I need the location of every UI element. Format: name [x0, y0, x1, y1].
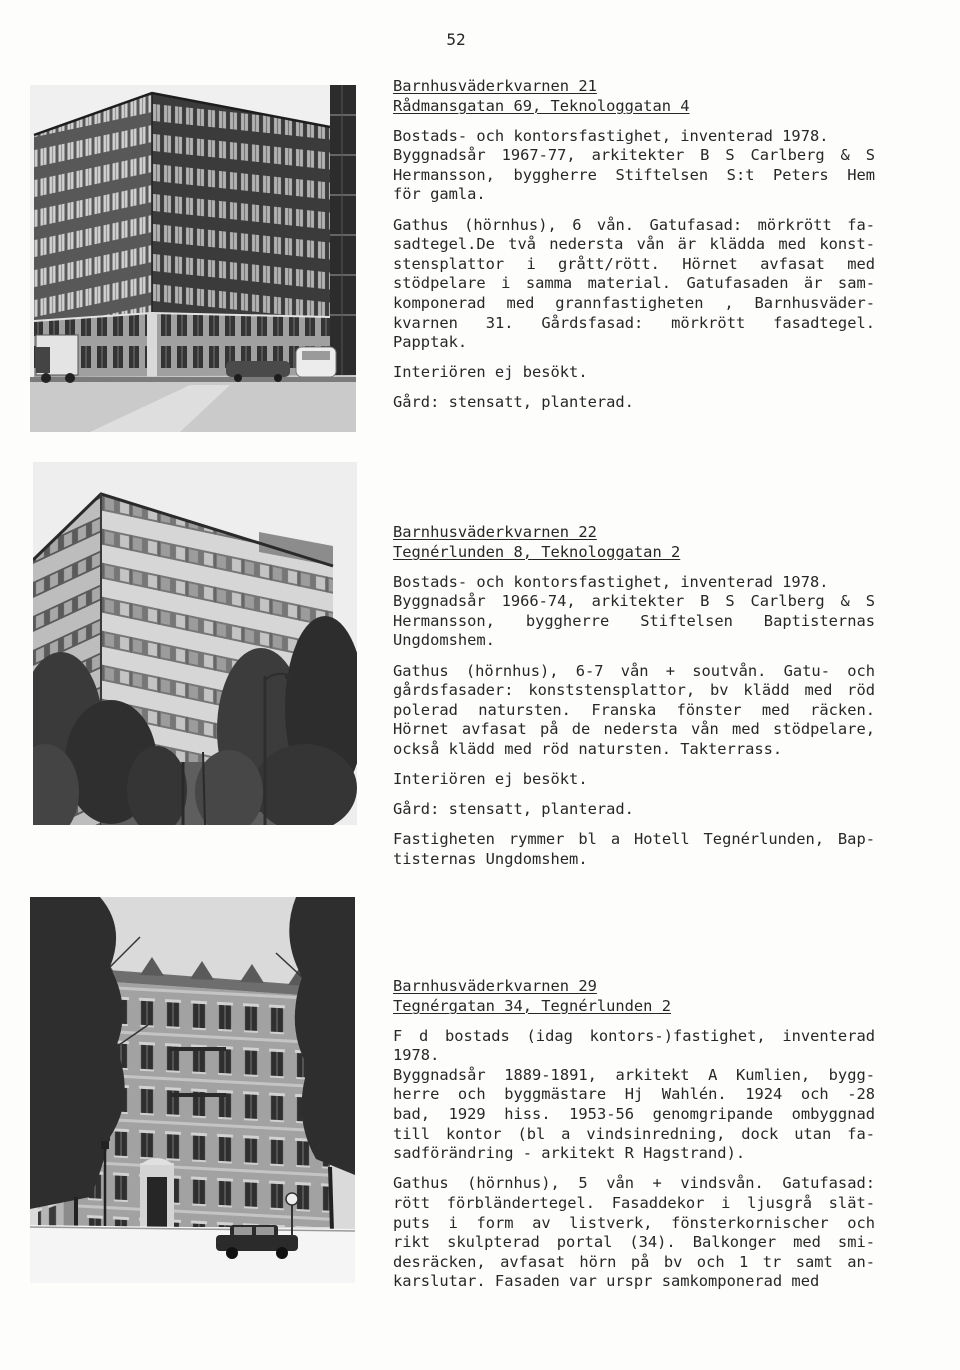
entry-title: Barnhusväderkvarnen 29 [393, 977, 597, 995]
entry-address: Tegnérlunden 8, Teknologgatan 2 [393, 542, 681, 561]
office-building [34, 93, 330, 377]
portal [140, 1158, 174, 1227]
text-line: desräcken, avfasat hörn på bv och 1 tr samt an- [393, 1252, 875, 1271]
paragraph [393, 573, 875, 593]
entry-title: Barnhusväderkvarnen 22 [393, 523, 597, 541]
text-line: gårdsfasader: konststensplattor, bv klädd med röd [393, 681, 875, 700]
paragraph [393, 1066, 875, 1164]
building-photo-barnhusvaderkvarnen-21 [30, 85, 356, 432]
entry-body [393, 127, 875, 413]
paragraph [393, 1027, 875, 1066]
text-line: Hermansson, byggherre Stiftelsen Baptisternas [393, 611, 875, 630]
entry-barnhusvaderkvarnen-22 [393, 523, 875, 869]
text-line: komponerad med grannfastigheten , Barnhusväder- [393, 293, 875, 312]
text-line: herre och byggmästare Hj Wahlén. 1924 och -28 [393, 1085, 875, 1104]
entry-title: Barnhusväderkvarnen 21 [393, 77, 597, 95]
paragraph [393, 770, 875, 790]
text-line: kvarnen 31. Gårdsfasad: mörkrött fasadtegel. [393, 313, 875, 332]
building-photo-barnhusvaderkvarnen-22 [33, 462, 357, 825]
text-line: Gathus (hörnhus), 6-7 vån + soutvån. Gatu- och [393, 661, 875, 680]
text-line: Gård: stensatt, planterad. [393, 800, 634, 819]
paragraph [393, 127, 875, 147]
text-line: Gård: stensatt, planterad. [393, 393, 634, 412]
text-line: Interiören ej besökt. [393, 770, 588, 789]
entry-section [393, 127, 875, 205]
text-line: puts i form av listverk, fönsterkornischer och [393, 1213, 875, 1232]
text-line: rött förbländertegel. Fasaddekor i ljusgrå slät- [393, 1193, 875, 1212]
text-line: Bostads- och kontorsfastighet, inventerad 1978. [393, 572, 829, 591]
page-number: 52 [446, 30, 466, 49]
text-line: sadförändring - arkitekt R Hagstrand). [393, 1144, 746, 1163]
entry-section [393, 1027, 875, 1164]
building-photo-barnhusvaderkvarnen-29 [30, 897, 355, 1283]
text-line: stensplattor i grått/rött. Hörnet avfasat med [393, 254, 875, 273]
text-line: stödpelare i samma material. Gatufasaden är sam- [393, 274, 875, 293]
paragraph [393, 146, 875, 205]
entry-barnhusvaderkvarnen-29 [393, 977, 875, 1292]
text-line: Hörnet avfasat på de nedersta vån med stödpelare, [393, 720, 875, 739]
text-line: Bostads- och kontorsfastighet, inventerad 1978. [393, 126, 829, 145]
text-line: Interiören ej besökt. [393, 363, 588, 382]
paragraph [393, 592, 875, 651]
entry-section [393, 393, 875, 413]
text-line: rikt skulpterad portal (34). Balkonger med smi- [393, 1233, 875, 1252]
paragraph [393, 216, 875, 353]
text-line: Fastigheten rymmer bl a Hotell Tegnérlunden, Bap- [393, 830, 875, 849]
text-line: karslutar. Fasaden var urspr samkomponerad med [393, 1272, 820, 1291]
entry-section [393, 770, 875, 790]
street [30, 375, 356, 432]
text-line: Byggnadsår 1889-1891, arkitekt A Kumlien, bygg- [393, 1065, 875, 1084]
text-line: också klädd med röd natursten. Takterrass. [393, 739, 783, 758]
text-line: till kontor (bl a vindsinredning, dock utan fa- [393, 1124, 875, 1143]
text-line: Gathus (hörnhus), 6 vån. Gatufasad: mörkrött fa- [393, 215, 875, 234]
text-line: tisternas Ungdomshem. [393, 849, 588, 868]
entry-section [393, 216, 875, 353]
paragraph [393, 800, 875, 820]
entry-barnhusvaderkvarnen-21 [393, 77, 875, 413]
text-line: polerad natursten. Franska fönster med räcken. [393, 700, 875, 719]
entry-section [393, 800, 875, 820]
text-line: Byggnadsår 1966-74, arkitekter B S Carlberg & S [393, 592, 875, 611]
entry-address: Rådmansgatan 69, Teknologgatan 4 [393, 96, 690, 115]
text-line: för gamla. [393, 185, 486, 204]
text-line: sadtegel.De två nedersta vån är klädda med konst- [393, 235, 875, 254]
paragraph [393, 830, 875, 869]
entry-section [393, 662, 875, 760]
entry-section [393, 830, 875, 869]
paragraph [393, 1174, 875, 1292]
text-line: bad, 1929 hiss. 1953-56 genomgripande ombyggnad [393, 1105, 875, 1124]
entry-section [393, 573, 875, 651]
text-line: Byggnadsår 1967-77, arkitekter B S Carlberg & S [393, 146, 875, 165]
text-line: F d bostads (idag kontors-)fastighet, inventerad [393, 1026, 875, 1045]
paragraph [393, 393, 875, 413]
entry-body [393, 1027, 875, 1292]
text-line: Hermansson, byggherre Stiftelsen S:t Peters Hem [393, 165, 875, 184]
entry-section [393, 1174, 875, 1292]
text-line: Papptak. [393, 333, 468, 352]
entry-body [393, 573, 875, 870]
snow-ground [30, 1225, 355, 1283]
text-line: 1978. [393, 1046, 440, 1065]
entry-address: Tegnérgatan 34, Tegnérlunden 2 [393, 996, 671, 1015]
text-line: Ungdomshem. [393, 631, 495, 650]
paragraph [393, 662, 875, 760]
corner-pillar [147, 313, 157, 377]
text-line: Gathus (hörnhus), 5 vån + vindsvån. Gatufasad: [393, 1174, 875, 1193]
entry-section [393, 363, 875, 383]
paragraph [393, 363, 875, 383]
